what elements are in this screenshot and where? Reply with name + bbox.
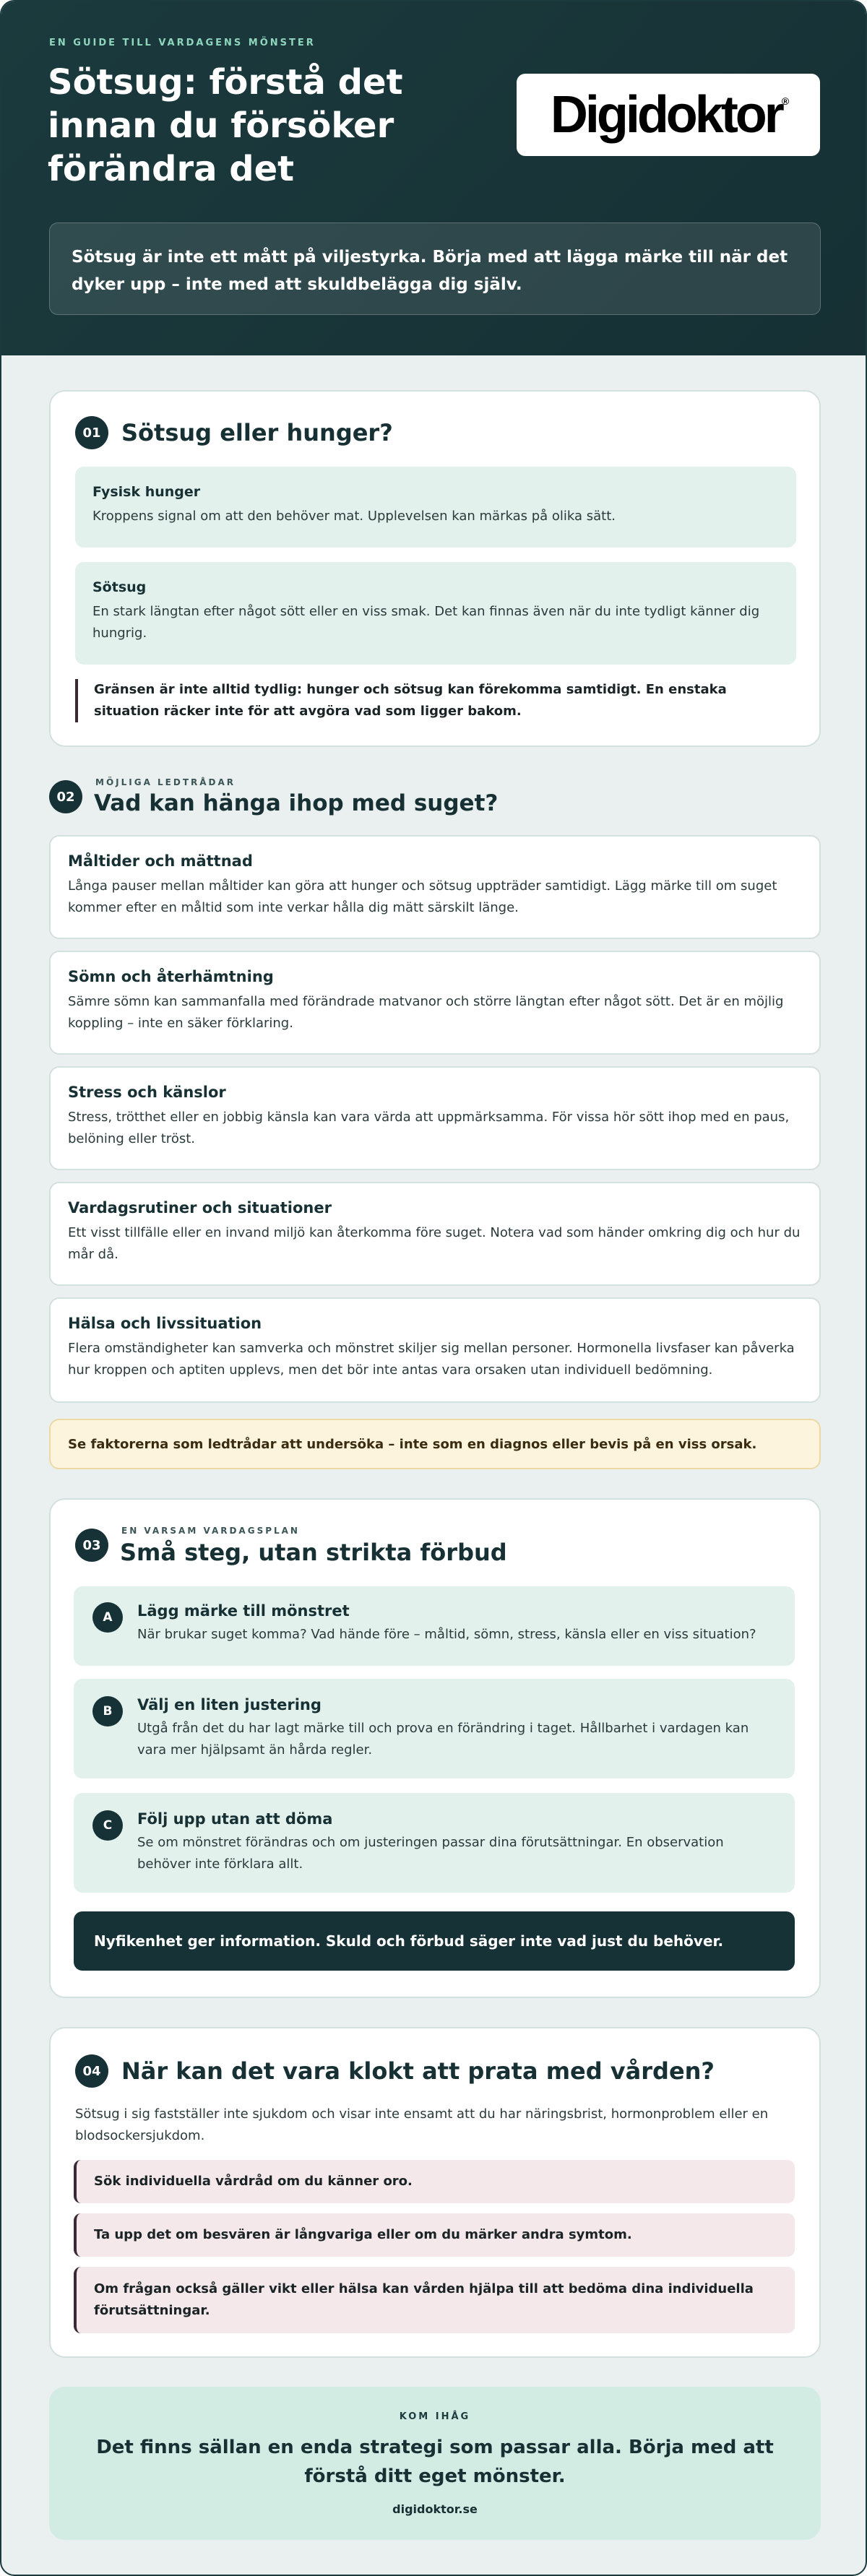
factor-text: Sämre sömn kan sammanfalla med förändrade matvanor och större längtan efter något sött. Det är en möjlig koppling – inte en säker förklaring.: [68, 994, 784, 1031]
step-letter-badge: C: [92, 1810, 123, 1841]
section-kicker: EN VARSAM VARDAGSPLAN: [121, 1526, 300, 1536]
section-title: När kan det vara klokt att prata med vården?: [121, 2057, 715, 2085]
advice-point: Sök individuella vårdråd om du känner oro.: [74, 2160, 795, 2203]
header: [1, 1, 866, 355]
plan-step-a: [74, 1586, 795, 1666]
definition-text: Kroppens signal om att den behöver mat. Upplevelsen kan märkas på olika sätt.: [92, 509, 616, 524]
footer-kicker: KOM IHÅG: [399, 2411, 471, 2422]
digidoktor-logo: [517, 74, 820, 156]
factor-title: Stress och känslor: [68, 1084, 226, 1101]
plan-step-b: [74, 1679, 795, 1778]
step-letter-badge: A: [92, 1602, 123, 1633]
factor-card: [49, 1066, 821, 1170]
definition-card-craving: [75, 562, 796, 665]
section-kicker: MÖJLIGA LEDTRÅDAR: [95, 777, 236, 787]
logo-text: Digidoktor®: [550, 86, 787, 144]
definition-title: Sötsug: [92, 579, 147, 595]
plan-step-c: [74, 1793, 795, 1893]
footer-url-link[interactable]: digidoktor.se: [392, 2502, 478, 2516]
section-intro: Sötsug i sig fastställer inte sjukdom och visar inte ensamt att du har näringsbrist, hormonproblem eller en blodsockersjukdom.: [75, 2106, 769, 2143]
step-text: Utgå från det du har lagt märke till och prova en förändring i taget. Hållbarhet i vardagen kan vara mer hjälpsamt än hårda regler.: [137, 1721, 749, 1758]
section-title: Vad kan hänga ihop med suget?: [94, 790, 499, 816]
definition-card-hunger: [75, 467, 796, 548]
factor-note: Se faktorerna som ledtrådar att undersöka – inte som en diagnos eller bevis på en viss orsak.: [49, 1419, 821, 1469]
step-text: Se om mönstret förändras och om justeringen passar dina förutsättningar. En observation behöver inte förklara allt.: [137, 1835, 724, 1872]
section-title: Små steg, utan strikta förbud: [120, 1539, 507, 1566]
step-title: Välj en liten justering: [137, 1696, 322, 1713]
factor-card: [49, 1182, 821, 1286]
factor-card: [49, 951, 821, 1055]
section-number-badge: 03: [75, 1529, 108, 1562]
factor-card: [49, 1297, 821, 1403]
step-title: Lägg märke till mönstret: [137, 1602, 350, 1620]
section-hunger-card: [49, 390, 821, 747]
section-number-badge: 02: [49, 780, 82, 813]
advice-point: Ta upp det om besvären är långvariga eller om du märker andra symtom.: [74, 2213, 795, 2257]
footer-message: Det finns sällan en enda strategi som passar alla. Börja med att förstå ditt eget mönster.: [96, 2437, 774, 2487]
definition-title: Fysisk hunger: [92, 484, 201, 500]
factor-text: Flera omständigheter kan samverka och mönstret skiljer sig mellan personer. Hormonella livsfaser kan påverka hur kroppen och aptiten upplevs, men det bör inte antas vara orsaken utan individuell bedömning.: [68, 1341, 795, 1378]
step-text: När brukar suget komma? Vad hände före – måltid, sömn, stress, känsla eller en viss situation?: [137, 1627, 756, 1642]
definition-text: En stark längtan efter något sött eller en viss smak. Det kan finnas även när du inte tydligt känner dig hungrig.: [92, 604, 760, 641]
factor-card: [49, 835, 821, 939]
boundary-quote: Gränsen är inte alltid tydlig: hunger och sötsug kan förekomma samtidigt. En enstaka situation räcker inte för att avgöra vad som ligger bakom.: [75, 679, 783, 722]
header-eyebrow: EN GUIDE TILL VARDAGENS MÖNSTER: [49, 38, 316, 48]
section-number-badge: 01: [75, 416, 108, 449]
factor-text: Långa pauser mellan måltider kan göra att hunger och sötsug uppträder samtidigt. Lägg märke till om suget kommer efter en måltid som inte verkar hålla dig mätt särskilt länge.: [68, 878, 777, 915]
step-title: Följ upp utan att döma: [137, 1810, 333, 1828]
factor-text: Stress, trötthet eller en jobbig känsla kan vara värda att uppmärksamma. För vissa hör sött ihop med en paus, belöning eller tröst.: [68, 1110, 790, 1146]
factor-title: Sömn och återhämtning: [68, 968, 274, 985]
page-title: Sötsug: förstå det innan du försöker förändra det: [48, 62, 403, 189]
advice-point: Om frågan också gäller vikt eller hälsa kan vården hjälpa till att bedöma dina individuella förutsättningar.: [74, 2267, 795, 2333]
section-number-badge: 04: [75, 2054, 108, 2088]
section-title: Sötsug eller hunger?: [121, 419, 393, 446]
factor-title: Hälsa och livssituation: [68, 1315, 262, 1332]
factor-title: Måltider och mättnad: [68, 852, 253, 870]
curiosity-banner: Nyfikenhet ger information. Skuld och förbud säger inte vad just du behöver.: [74, 1911, 795, 1971]
factor-text: Ett visst tillfälle eller en invand miljö kan återkomma före suget. Notera vad som händer omkring dig och hur du mår då.: [68, 1225, 801, 1262]
intro-box: Sötsug är inte ett mått på viljestyrka. Börja med att lägga märke till när det dyker upp – inte med att skuldbelägga dig själv.: [49, 222, 821, 315]
factor-title: Vardagsrutiner och situationer: [68, 1199, 332, 1216]
remember-footer: [49, 2387, 821, 2540]
step-letter-badge: B: [92, 1696, 123, 1726]
